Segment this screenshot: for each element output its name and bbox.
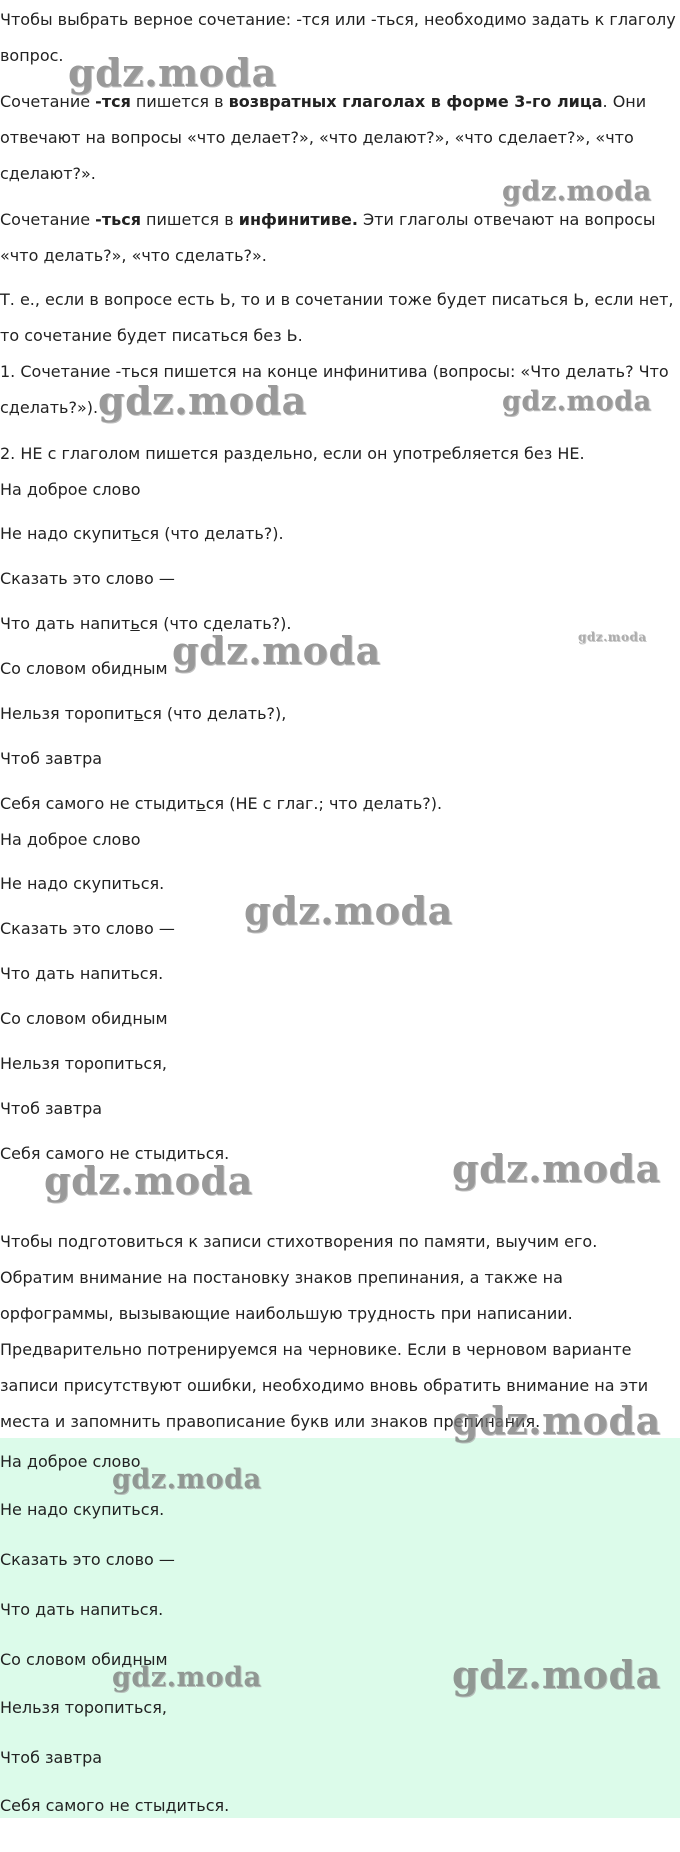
intro-paragraph-3: [0, 202, 676, 274]
watermark-logo: gdz.moda: [578, 630, 647, 644]
text-run: 1. Сочетание -ться пишется на конце инфинитива (вопросы: «Что делать? Что сделать?»).: [0, 362, 669, 417]
poem-line: Себя самого не стыдиться.: [0, 1796, 230, 1815]
watermark-logo: gdz.moda: [452, 1146, 661, 1191]
watermark-logo: gdz.moda: [172, 628, 381, 673]
text-run: пишется в: [140, 210, 239, 229]
poem-line: Сказать это слово —: [0, 919, 175, 938]
text-run: Не надо скупит: [0, 524, 132, 543]
text-run: ся (НЕ с глаг.; что делать?).: [205, 794, 443, 813]
watermark-logo: gdz.moda: [68, 50, 277, 95]
text-run: Сказать это слово —: [0, 569, 175, 588]
poem-line: Что дать напиться.: [0, 1600, 164, 1619]
underlined-letter: ь: [130, 614, 140, 633]
text-run: ся (что делать?),: [143, 704, 287, 723]
poem-line: [0, 651, 168, 687]
poem-line: На доброе слово: [0, 1452, 141, 1471]
poem-line: Чтоб завтра: [0, 1099, 103, 1118]
poem-line: Нельзя торопиться,: [0, 1054, 167, 1073]
intro-paragraph-4: [0, 282, 676, 354]
poem-line: Себя самого не стыдиться.: [0, 1144, 230, 1163]
poem-line: Не надо скупиться.: [0, 874, 165, 893]
text-run: Со словом обидным: [0, 659, 168, 678]
text-run: 2. НЕ с глаголом пишется раздельно, если он употребляется без НЕ.: [0, 444, 585, 463]
watermark-logo: gdz.moda: [452, 1398, 661, 1443]
poem-line: На доброе слово: [0, 830, 141, 849]
poem-line: [0, 472, 141, 508]
poem-line: [0, 696, 286, 732]
text-run: Чтобы подготовиться к записи стихотворения по памяти, выучим его. Обратим внимание на постановку знаков препинания, а также на орфограммы, вызывающие наибольшую трудность при написании. Предварительно потренируемся на черновике. Если в черновом варианте записи присутствуют ошибки, необходимо вновь обратить внимание на эти места и запомнить правописание букв или знаков препинания.: [0, 1232, 649, 1431]
text-run: Эти глаголы отвечают на вопросы «что делать?», «что сделать?».: [0, 210, 656, 265]
poem-line: [0, 786, 442, 822]
text-run: ся (что делать?).: [140, 524, 284, 543]
watermark-logo: gdz.moda: [452, 1652, 661, 1697]
watermark-logo: gdz.moda: [502, 176, 652, 207]
text-run: Чтоб завтра: [0, 749, 103, 768]
poem-line: Сказать это слово —: [0, 1550, 175, 1569]
poem-line: Не надо скупиться.: [0, 1500, 165, 1519]
watermark-logo: gdz.moda: [112, 1464, 262, 1495]
bold-text: -тся: [95, 92, 131, 111]
bold-text: инфинитиве.: [238, 210, 358, 229]
text-run: Что дать напит: [0, 614, 131, 633]
poem-line: [0, 561, 175, 597]
intro-text-1: Чтобы выбрать верное сочетание: -тся или -ться, необходимо задать к глаголу вопрос.: [0, 10, 676, 65]
underlined-letter: ь: [133, 704, 144, 723]
poem-line: Что дать напиться.: [0, 964, 164, 983]
poem-line: Нельзя торопиться,: [0, 1698, 167, 1717]
poem-line: Со словом обидным: [0, 1009, 168, 1028]
watermark-logo: gdz.moda: [98, 378, 307, 423]
text-run: пишется в: [130, 92, 229, 111]
text-run: На доброе слово: [0, 480, 141, 499]
underlined-letter: ь: [131, 524, 141, 543]
poem-line: Со словом обидным: [0, 1650, 168, 1669]
poem-line: [0, 516, 284, 552]
watermark-logo: gdz.moda: [244, 888, 453, 933]
answer-box: [0, 1438, 680, 1818]
text-run: . Они отвечают на вопросы «что делает?», «что делают?», «что сделает?», «что сделают?».: [0, 92, 647, 183]
text-run: Себя самого не стыдит: [0, 794, 197, 813]
watermark-logo: gdz.moda: [44, 1158, 253, 1203]
underlined-letter: ь: [196, 794, 206, 813]
bold-text: возвратных глаголах в форме 3-го лица: [228, 92, 603, 111]
text-run: Сочетание: [0, 92, 96, 111]
poem-line: Чтоб завтра: [0, 1748, 103, 1767]
text-run: Нельзя торопит: [0, 704, 134, 723]
bold-text: -ться: [95, 210, 141, 229]
text-run: ся (что сделать?).: [139, 614, 292, 633]
poem-line: [0, 741, 102, 777]
watermark-logo: gdz.moda: [112, 1662, 262, 1693]
text-run: Сочетание: [0, 210, 96, 229]
rule-2: [0, 436, 585, 472]
text-run: Т. е., если в вопросе есть Ь, то и в сочетании тоже будет писаться Ь, если нет, то сочетание будет писаться без Ь.: [0, 290, 674, 345]
watermark-logo: gdz.moda: [502, 386, 652, 417]
